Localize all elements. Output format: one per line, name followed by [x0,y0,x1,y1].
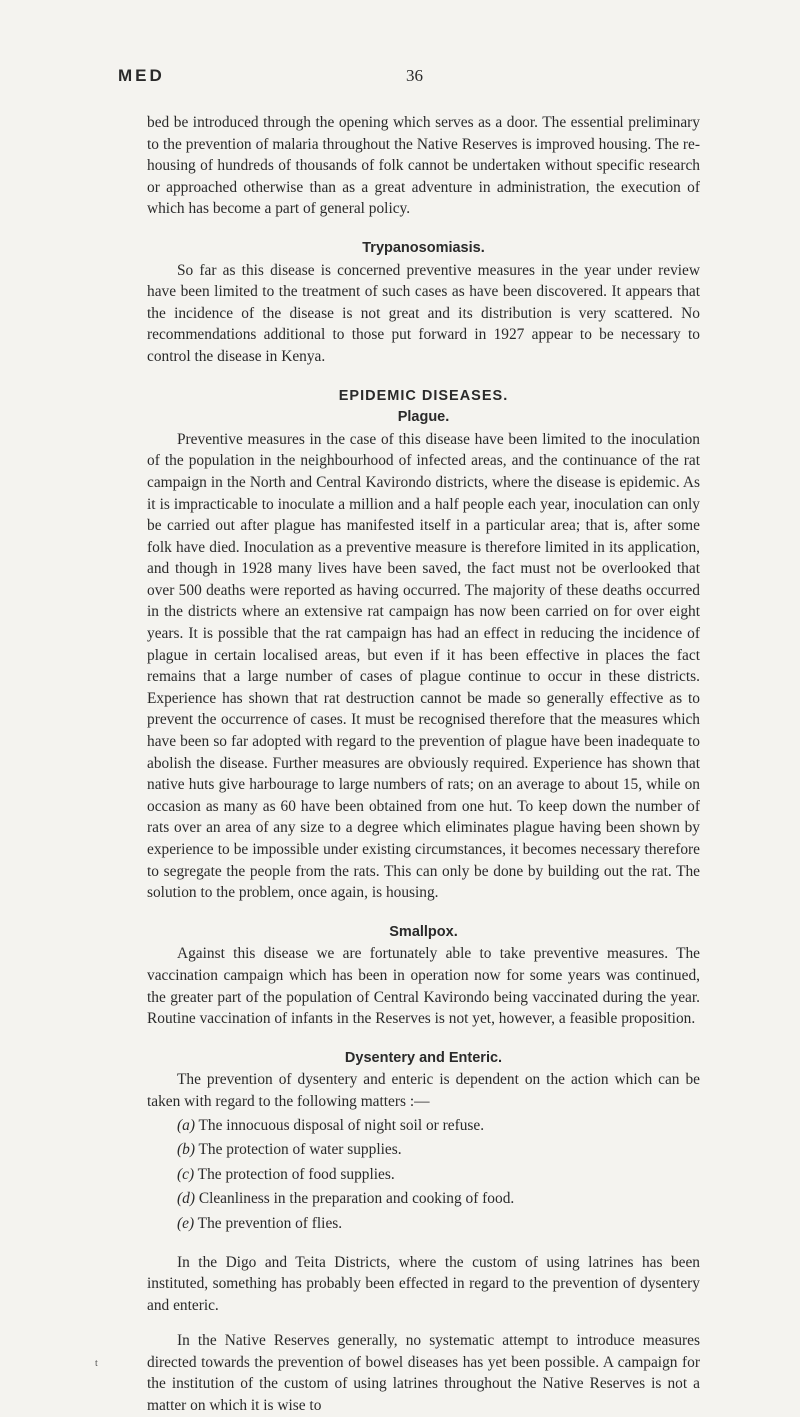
body-text [147,112,700,1417]
dysentery-heading: Dysentery and Enteric. [344,1049,503,1066]
smallpox-paragraph: Against this disease we are fortunately able to take preventive measures. The vaccination campaign which has been in operation now for some years was continued, the greater part of the population of Central Kavirondo being vaccinated during the year. Routine vaccination of infants in the Reserves is not yet, however, a feasible proposition. [147,945,700,1028]
list-item [147,1139,700,1161]
prevention-list [147,1115,700,1235]
opening-paragraph: bed be introduced through the opening which serves as a door. The essential preliminary to the prevention of malaria throughout the Native Reserves is improved housing. The re-housing of hundreds of thousands of folk cannot be undertaken without specific research or approached otherwise than as a great adventure in administration, the execution of which has become a part of general policy. [147,114,700,218]
list-item-text: The protection of food supplies. [197,1165,395,1183]
list-item-label: (a) [177,1116,195,1134]
list-item-label: (d) [177,1190,195,1208]
list-item-label: (c) [177,1165,195,1183]
trypanosomiasis-heading: Trypanosomiasis. [362,239,485,256]
page-number: 36 [406,66,423,85]
list-item-label: (b) [177,1141,195,1159]
dysentery-intro: The prevention of dysentery and enteric is dependent on the action which can be taken with regard to the following matters :— [147,1071,700,1110]
list-item-text: The innocuous disposal of night soil or refuse. [198,1116,485,1134]
list-item [147,1164,700,1186]
trypanosomiasis-paragraph: So far as this disease is concerned preventive measures in the year under review have been limited to the treatment of such cases as have been discovered. It appears that the incidence of the disease is not great and its distribution is very scattered. No recommendations additional to those put forward in 1927 appear to be necessary to control the disease in Kenya. [147,261,700,365]
list-item [147,1188,700,1210]
stray-mark: t [95,1358,98,1369]
list-item-text: The protection of water supplies. [198,1141,402,1159]
epidemic-diseases-heading: EPIDEMIC DISEASES. [338,387,509,404]
list-item [147,1115,700,1137]
list-item-label: (e) [177,1214,195,1232]
native-reserves-paragraph: In the Native Reserves generally, no systematic attempt to introduce measures directed towards the prevention of bowel diseases has yet been possible. A campaign for the institution of the custom of using latrines throughout the Native Reserves is not a matter on which it is wise to [147,1332,700,1415]
list-item-text: Cleanliness in the preparation and cooking of food. [198,1190,515,1208]
plague-heading: Plague. [397,409,450,426]
smallpox-heading: Smallpox. [389,923,458,940]
section-code: MED [118,66,165,85]
list-item-text: The prevention of flies. [197,1214,343,1232]
digo-teita-paragraph: In the Digo and Teita Districts, where the custom of using latrines has been instituted, something has probably been effected in regard to the prevention of dysentery and enteric. [147,1253,700,1314]
list-item [147,1213,700,1235]
plague-paragraph: Preventive measures in the case of this disease have been limited to the inoculation of the population in the neighbourhood of infected areas, and the continuance of the rat campaign in the North and Central Kavirondo districts, where the disease is epidemic. As it is impracticable to inoculate a million and a half people each year, inoculation can only be carried out after plague has manifested itself in a particular area; that is, after some folk have died. Inoculation as a preventive measure is therefore limited in its application, and though in 1928 many lives have been saved, the fact must not be overlooked that over 500 deaths were reported as having occurred. The majority of these deaths occurred in the districts where an extensive rat campaign has now been carried on for over eight years. It is possible that the rat campaign has had an effect in reducing the incidence of plague in certain localised areas, but even if it has been effective in places the fact remains that a large number of cases of plague continue to occur in these districts. Experience has shown that rat destruction cannot be made so generally effective as to prevent the occurrence of cases. It must be recognised therefore that the measures which have been so far adopted with regard to the prevention of plague have been inadequate to abolish the disease. Further measures are obviously required. Experience has shown that native huts give harbourage to large numbers of rats; on an average to about 15, while on occasion as many as 60 have been obtained from one hut. To keep down the number of rats over an area of any size to a degree which eliminates plague having been shown by experience to be impossible under existing circumstances, it becomes necessary therefore to segregate the people from the rats. This can only be done by building out the rat. The solution to the problem, once again, is housing. [147,430,700,902]
running-header [118,66,700,88]
